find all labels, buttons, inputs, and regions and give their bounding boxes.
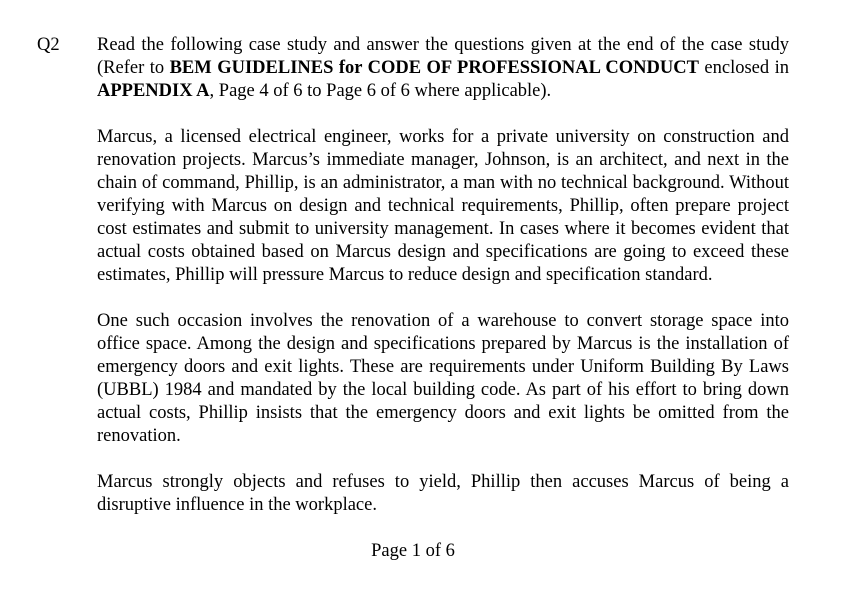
page-footer: Page 1 of 6 [371,541,455,561]
case-paragraph-2: One such occasion involves the renovation of a warehouse to convert storage space into office space. Among the design and specifications prepared by Marcus is the installation of emergency doors and exit lights. These are requirements under Uniform Building By Laws (UBBL) 1984 and mandated by the local building code. As part of his effort to bring down actual costs, Phillip insists that the emergency doors and exit lights be omitted from the renovation. [97,311,789,446]
question-body [97,34,789,517]
intro-text-2: enclosed in [698,58,790,78]
question-number: Q2 [37,35,60,55]
appendix-reference: APPENDIX A [97,81,210,101]
intro-paragraph [97,34,789,103]
intro-text-3: , Page 4 of 6 to Page 6 of 6 where applicable). [209,81,552,101]
intro-text-1: Read the following case study and answer the questions given at the end of the case study (Refer to [97,35,789,78]
bem-guidelines-reference: BEM GUIDELINES for CODE OF PROFESSIONAL CONDUCT [169,58,699,78]
case-paragraph-1: Marcus, a licensed electrical engineer, works for a private university on construction and renovation projects. Marcus’s immediate manager, Johnson, is an architect, and next in the chain of command, Phillip, is an administrator, a man with no technical background. Without verifying with Marcus on design and technical requirements, Phillip, often prepare project cost estimates and submit to university management. In cases where it becomes evident that actual costs obtained based on Marcus design and specifications are going to exceed these estimates, Phillip will pressure Marcus to reduce design and specification standard. [97,127,789,285]
case-paragraph-3: Marcus strongly objects and refuses to yield, Phillip then accuses Marcus of being a disruptive influence in the workplace. [97,472,789,515]
